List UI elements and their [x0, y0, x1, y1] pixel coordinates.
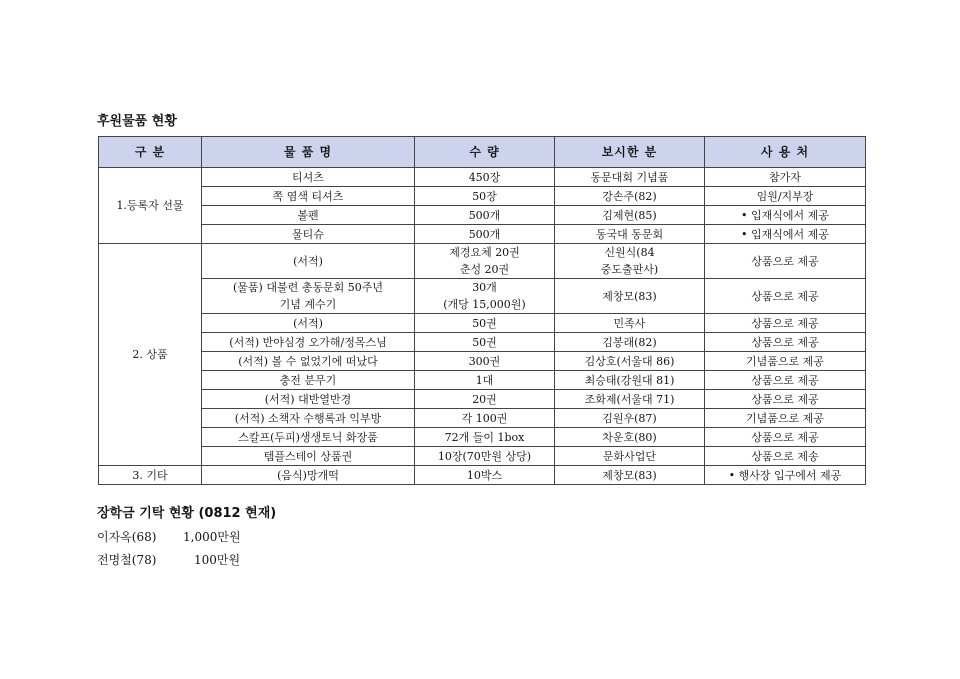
item-cell: [202, 428, 415, 447]
donor-cell: [555, 447, 705, 466]
donor-cell: [555, 168, 705, 187]
donor-cell-line: 차운호(80): [602, 430, 657, 444]
table-row: [99, 333, 866, 352]
usage-text: 상품으로 제공: [751, 335, 819, 349]
item-cell: [202, 409, 415, 428]
donor-cell-line: 동국대 동문회: [595, 227, 664, 241]
quantity-cell-line: 제경요체 20권: [449, 246, 520, 259]
quantity-cell: [415, 168, 555, 187]
item-cell-line: (물품) 대불련 총동문회 50주년: [233, 281, 383, 294]
quantity-cell: [415, 314, 555, 333]
usage-cell: [705, 352, 866, 371]
table-body: [99, 168, 866, 485]
scholarship-title: 장학금 기탁 현황 (0812 현재): [97, 506, 277, 521]
quantity-cell-line: 10장(70만원 상당): [437, 449, 532, 463]
table-row: [99, 428, 866, 447]
item-cell-line: (서적) 반야심경 오가해/정목스님: [229, 335, 387, 349]
table-row: [99, 409, 866, 428]
usage-cell: [705, 187, 866, 206]
usage-text: 상품으로 제공: [751, 289, 819, 303]
item-cell: [202, 333, 415, 352]
header-donor: 보시한 분: [555, 137, 705, 168]
usage-text: 참가자: [769, 170, 801, 184]
quantity-cell-line: 72개 들이 1box: [444, 430, 525, 444]
item-cell-line: 티셔츠: [292, 170, 324, 184]
donor-cell: [555, 371, 705, 390]
item-cell-line: 물티슈: [292, 227, 324, 241]
item-cell: [202, 168, 415, 187]
usage-text: 상품으로 제송: [751, 449, 819, 463]
item-cell-line: (서적): [293, 254, 323, 268]
quantity-cell: [415, 279, 555, 314]
donor-cell: [555, 314, 705, 333]
quantity-cell: [415, 466, 555, 485]
item-cell-line: 쪽 염색 티셔츠: [272, 189, 344, 203]
donor-cell-line: 김제현(85): [602, 208, 657, 222]
item-cell: [202, 314, 415, 333]
quantity-cell: [415, 428, 555, 447]
category-cell: 2. 상품: [99, 244, 202, 466]
quantity-cell-line: 50권: [472, 316, 497, 330]
table-row: [99, 244, 866, 279]
table-row: [99, 279, 866, 314]
usage-cell: [705, 390, 866, 409]
donor-cell-line: 제창모(83): [602, 289, 657, 303]
usage-text: • 입재식에서 제공: [741, 209, 829, 222]
quantity-cell: [415, 371, 555, 390]
usage-cell: [705, 409, 866, 428]
quantity-cell: [415, 333, 555, 352]
usage-cell: [705, 371, 866, 390]
table-header-row: [99, 137, 866, 168]
table-row: [99, 390, 866, 409]
donor-cell-line: 신원식(84: [604, 246, 655, 259]
quantity-cell-line: 500개: [468, 227, 501, 241]
item-cell-line: (서적) 대반열반경: [264, 392, 352, 406]
quantity-cell-line: 춘성 20권: [459, 263, 510, 276]
quantity-cell-line: 50장: [472, 189, 497, 203]
item-cell-line: 볼펜: [297, 208, 319, 222]
donor-cell: [555, 187, 705, 206]
table-row: [99, 187, 866, 206]
usage-text: 상품으로 제공: [751, 316, 819, 330]
header-item: 물 품 명: [202, 137, 415, 168]
header-category: 구 분: [99, 137, 202, 168]
donor-cell: [555, 225, 705, 244]
table-row: [99, 314, 866, 333]
donor-cell-line: 최승태(강원대 81): [584, 373, 675, 387]
usage-cell: [705, 428, 866, 447]
quantity-cell-line: (개당 15,000원): [443, 298, 526, 311]
item-cell: [202, 466, 415, 485]
category-cell: 1.등록자 선물: [99, 168, 202, 244]
quantity-cell-line: 50권: [472, 335, 497, 349]
usage-text: 기념품으로 제공: [746, 411, 824, 425]
item-cell-line: 기념 계수기: [279, 298, 337, 311]
donor-cell: [555, 333, 705, 352]
quantity-cell: [415, 447, 555, 466]
item-cell-line: 스칼프(두피)생생토닉 화장품: [238, 430, 378, 444]
quantity-cell-line: 20권: [472, 392, 497, 406]
donor-cell: [555, 428, 705, 447]
donor-cell: [555, 352, 705, 371]
usage-text: 상품으로 제공: [751, 392, 819, 406]
quantity-cell: [415, 225, 555, 244]
scholarship-amount: 1,000만원: [183, 530, 241, 544]
quantity-cell-line: 1대: [475, 373, 494, 387]
usage-cell: [705, 279, 866, 314]
donor-cell-line: 중도출판사): [600, 263, 659, 276]
item-cell-line: 템플스테이 상품권: [263, 449, 353, 463]
item-cell: [202, 279, 415, 314]
quantity-cell: [415, 409, 555, 428]
usage-text: 상품으로 제공: [751, 373, 819, 387]
item-cell-line: (음식)망개떡: [277, 468, 339, 482]
quantity-cell: [415, 187, 555, 206]
donor-cell: [555, 466, 705, 485]
usage-cell: [705, 244, 866, 279]
item-cell: [202, 447, 415, 466]
usage-cell: [705, 466, 866, 485]
scholarship-name: 전명철(78): [97, 553, 157, 567]
quantity-cell-line: 10박스: [466, 468, 503, 482]
table-row: [99, 371, 866, 390]
item-cell: [202, 244, 415, 279]
donor-cell: [555, 244, 705, 279]
item-cell: [202, 371, 415, 390]
donor-cell-line: 김상호(서울대 86): [584, 354, 675, 368]
header-quantity: 수 량: [415, 137, 555, 168]
usage-text: 임원/지부장: [756, 189, 814, 203]
table-row: [99, 225, 866, 244]
donation-table: [98, 136, 866, 485]
usage-text: 상품으로 제공: [751, 430, 819, 444]
quantity-cell-line: 각 100권: [461, 411, 508, 425]
usage-cell: [705, 225, 866, 244]
scholarship-name: 이자옥(68): [97, 530, 157, 544]
donor-cell-line: 김원우(87): [602, 411, 657, 425]
donor-cell: [555, 390, 705, 409]
donor-cell: [555, 279, 705, 314]
quantity-cell: [415, 206, 555, 225]
donor-cell-line: 제창모(83): [602, 468, 657, 482]
item-cell: [202, 206, 415, 225]
scholarship-amount: 100만원: [194, 553, 241, 567]
item-cell: [202, 352, 415, 371]
quantity-cell-line: 300권: [468, 354, 501, 368]
table-row: [99, 466, 866, 485]
usage-cell: [705, 333, 866, 352]
category-cell: 3. 기타: [99, 466, 202, 485]
scholarship-entry: [97, 551, 241, 568]
item-cell-line: 충전 분무기: [279, 373, 337, 387]
donor-cell-line: 강손주(82): [602, 189, 657, 203]
item-cell: [202, 390, 415, 409]
donor-cell-line: 김봉래(82): [602, 335, 657, 349]
usage-cell: [705, 168, 866, 187]
donation-title: 후원물품 현황: [97, 114, 177, 129]
usage-cell: [705, 314, 866, 333]
item-cell-line: (서적) 볼 수 없었기에 떠났다: [238, 354, 378, 368]
quantity-cell-line: 30개: [472, 281, 497, 294]
table-row: [99, 447, 866, 466]
quantity-cell-line: 500개: [468, 208, 501, 222]
item-cell-line: (서적): [293, 316, 323, 330]
scholarship-entry: [97, 528, 241, 545]
item-cell-line: (서적) 소책자 수행록과 익부방: [234, 411, 382, 425]
donor-cell-line: 조화제(서울대 71): [584, 392, 675, 406]
table-row: [99, 206, 866, 225]
donor-cell-line: 문화사업단: [602, 449, 657, 463]
usage-text: • 행사장 입구에서 제공: [729, 469, 842, 482]
header-usage: 사 용 처: [705, 137, 866, 168]
donor-cell: [555, 206, 705, 225]
quantity-cell-line: 450장: [468, 170, 501, 184]
usage-text: 기념품으로 제공: [746, 354, 824, 368]
usage-text: • 입재식에서 제공: [741, 228, 829, 241]
item-cell: [202, 187, 415, 206]
quantity-cell: [415, 390, 555, 409]
usage-text: 상품으로 제공: [751, 254, 819, 268]
donor-cell-line: 동문대회 기념품: [590, 170, 669, 184]
usage-cell: [705, 206, 866, 225]
table-row: [99, 168, 866, 187]
item-cell: [202, 225, 415, 244]
table-row: [99, 352, 866, 371]
donor-cell: [555, 409, 705, 428]
usage-cell: [705, 447, 866, 466]
quantity-cell: [415, 352, 555, 371]
donor-cell-line: 민족사: [613, 316, 646, 330]
quantity-cell: [415, 244, 555, 279]
